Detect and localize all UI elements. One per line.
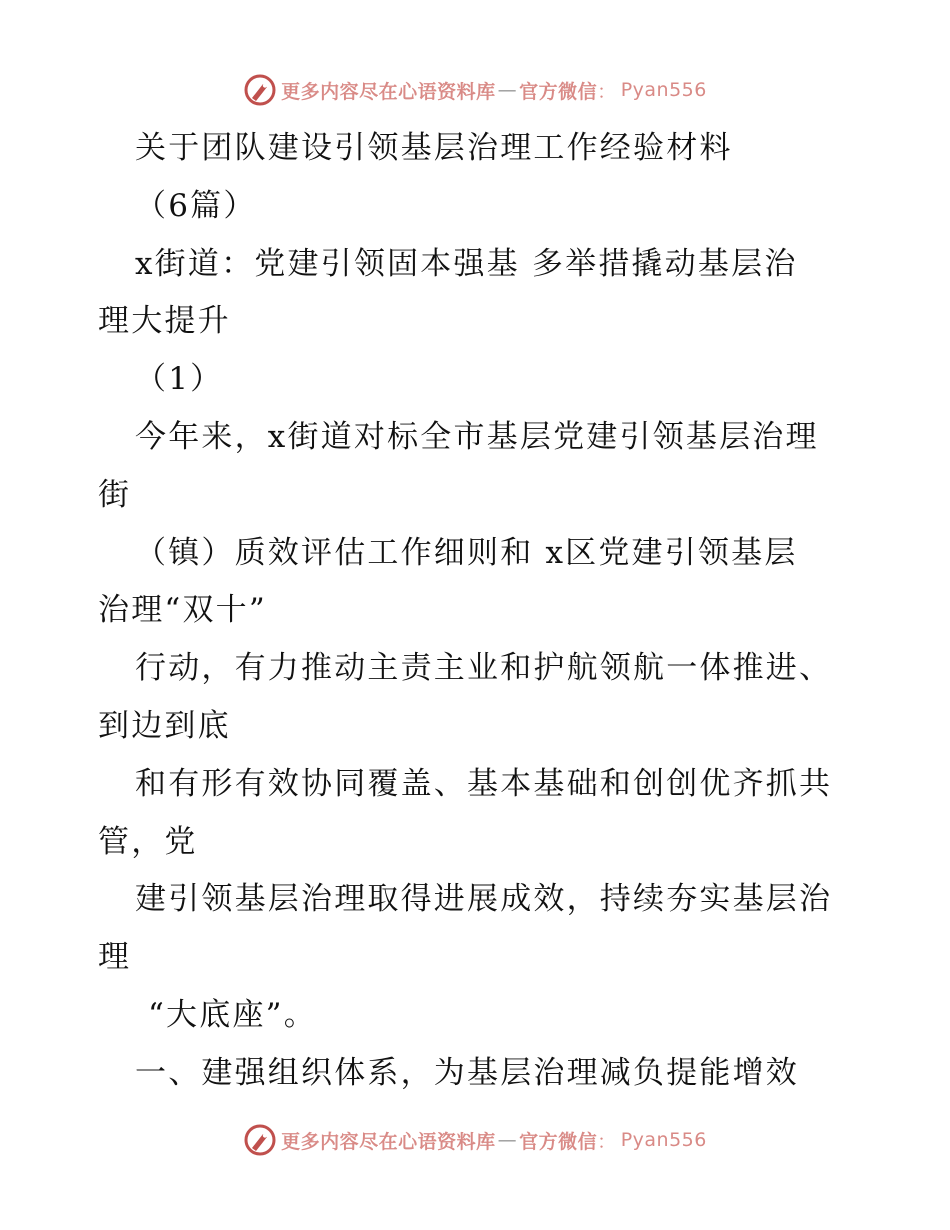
watermark-label: 官方微信	[519, 1130, 598, 1153]
paragraph-line: 理	[98, 939, 132, 976]
watermark-brand: 更多内容尽在心语资料库	[281, 1130, 496, 1153]
pen-nib-circle-icon	[243, 1123, 277, 1157]
paragraph-line: 管，党	[98, 823, 198, 860]
section-heading: x街道：党建引领固本强基 多举措撬动基层治	[135, 245, 798, 282]
watermark-brand: 更多内容尽在心语资料库	[281, 80, 496, 103]
paragraph-line: “大底座”。	[148, 996, 317, 1033]
subsection-heading: 一、建强组织体系，为基层治理减负提能增效	[135, 1054, 799, 1091]
paragraph-line: 今年来，x街道对标全市基层党建引领基层治理	[135, 418, 819, 455]
section-heading-continued: 理大提升	[98, 303, 231, 340]
document-body	[98, 120, 868, 1103]
paragraph-line: 行动，有力推动主责主业和护航领航一体推进、	[135, 650, 833, 687]
pen-nib-circle-icon	[243, 73, 277, 107]
document-title: 关于团队建设引领基层治理工作经验材料	[135, 130, 733, 166]
watermark-colon: ：	[597, 80, 617, 103]
section-number: （1）	[135, 361, 224, 398]
watermark-label: 官方微信	[519, 80, 598, 103]
document-subtitle: （6篇）	[135, 187, 257, 224]
watermark-separator: —	[497, 79, 518, 101]
paragraph-line: 建引领基层治理取得进展成效，持续夯实基层治	[135, 881, 833, 918]
watermark-footer	[0, 1120, 950, 1160]
paragraph-line: 街	[98, 476, 132, 513]
paragraph-line: 治理“双十”	[98, 592, 267, 629]
watermark-separator: —	[497, 1129, 518, 1151]
paragraph-line: （镇）质效评估工作细则和 x区党建引领基层	[135, 534, 798, 571]
paragraph-line: 到边到底	[98, 707, 231, 744]
watermark-wechat-id: Pyan556	[620, 79, 707, 101]
watermark-wechat-id: Pyan556	[620, 1129, 707, 1151]
watermark-header	[0, 70, 950, 110]
paragraph-line: 和有形有效协同覆盖、基本基础和创创优齐抓共	[135, 765, 833, 802]
watermark-colon: ：	[597, 1130, 617, 1153]
